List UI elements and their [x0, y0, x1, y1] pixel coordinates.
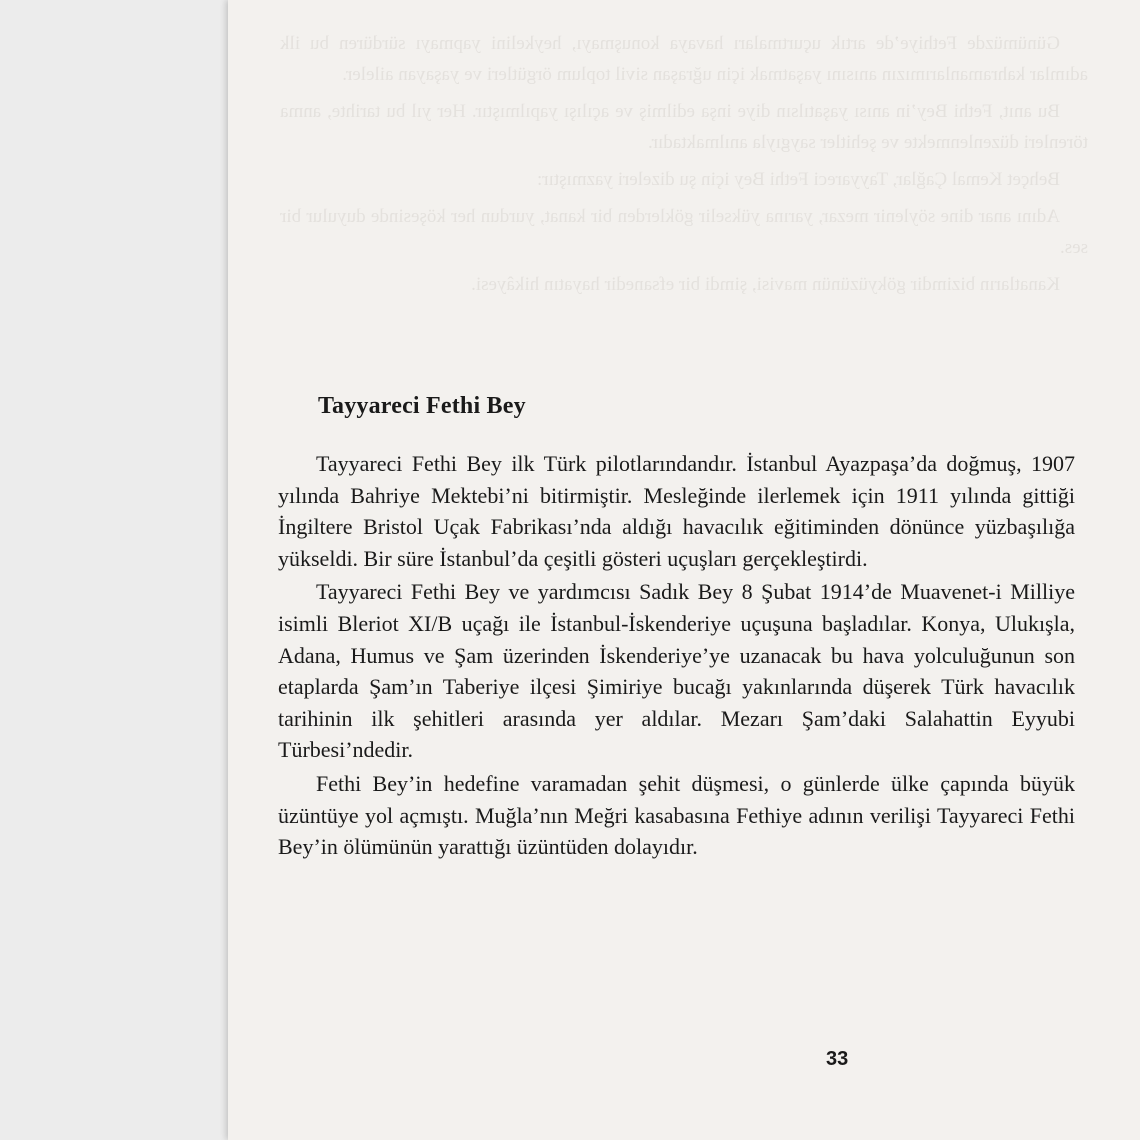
paragraph-3: Fethi Bey’in hedefine varamadan şehit düşmesi, o günlerde ülke çapında büyük üzüntüye yol açmıştı. Muğla’nın Meğri kasabasına Fethiye adının verilişi Tayyareci Fethi Bey’in ölümünün yarattığı üzüntüden dolayıdır.: [278, 770, 1075, 860]
show-through-text: Günümüzde Fethiye’de artık uçurtmaları havaya konuşmayı, heykelini yapmayı sürdüren bu ilk adımlar kahramanlarımızın anısını yaşatmak için uğraşan sivil toplum örgütleri ve yaşayan aileler. Bu anıt, Fethi Bey’in anısı yaşatılsın diye inşa edilmiş ve açılışı yapılmıştır. Her yıl bu tarihte, anma törenleri düzenlenmekte ve şehitler saygıyla anılmaktadır. Behçet Kemal Çağlar, Tayyareci Fethi Bey için şu dizeleri yazmıştır: Adını anar dine söylenir mezar, yarına yükselir göklerden bir kanat, yurdun her köşesinde duyulur bir ses. Kanatların bizimdir gökyüzünün mavisi, şimdi bir efsanedir hayatın hikâyesi.: [280, 33, 1088, 295]
section-title: Tayyareci Fethi Bey: [318, 393, 526, 419]
main-text: [278, 393, 1075, 865]
page-number: 33: [826, 1048, 849, 1070]
book-page: [228, 0, 1140, 1140]
paragraph-1: Tayyareci Fethi Bey ilk Türk pilotlarındandır. İstanbul Ayazpaşa’da doğmuş, 1907 yılında Bahriye Mektebi’ni bitirmiştir. Mesleğinde ilerlemek için 1911 yılında gittiği İngiltere Bristol Uçak Fabrikası’nda aldığı havacılık eğitiminden dönünce yüzbaşılığa yükseldi. Bir süre İstanbul’da çeşitli gösteri uçuşları gerçekleştirdi.: [278, 451, 1075, 571]
paragraph-2: Tayyareci Fethi Bey ve yardımcısı Sadık Bey 8 Şubat 1914’de Muavenet-i Milliye isimli Bleriot XI/B uçağı ile İstanbul-İskenderiye uçuşuna başladılar. Konya, Ulukışla, Adana, Humus ve Şam üzerinden İskenderiye’ye uzanacak bu hava yolculuğunun son etaplarda Şam’ın Taberiye ilçesi Şimiriye bucağı yakınlarında düşerek Türk havacılık tarihinin ilk şehitleri arasında yer aldılar. Mezarı Şam’daki Salahattin Eyyubi Türbesi’ndedir.: [278, 579, 1075, 763]
